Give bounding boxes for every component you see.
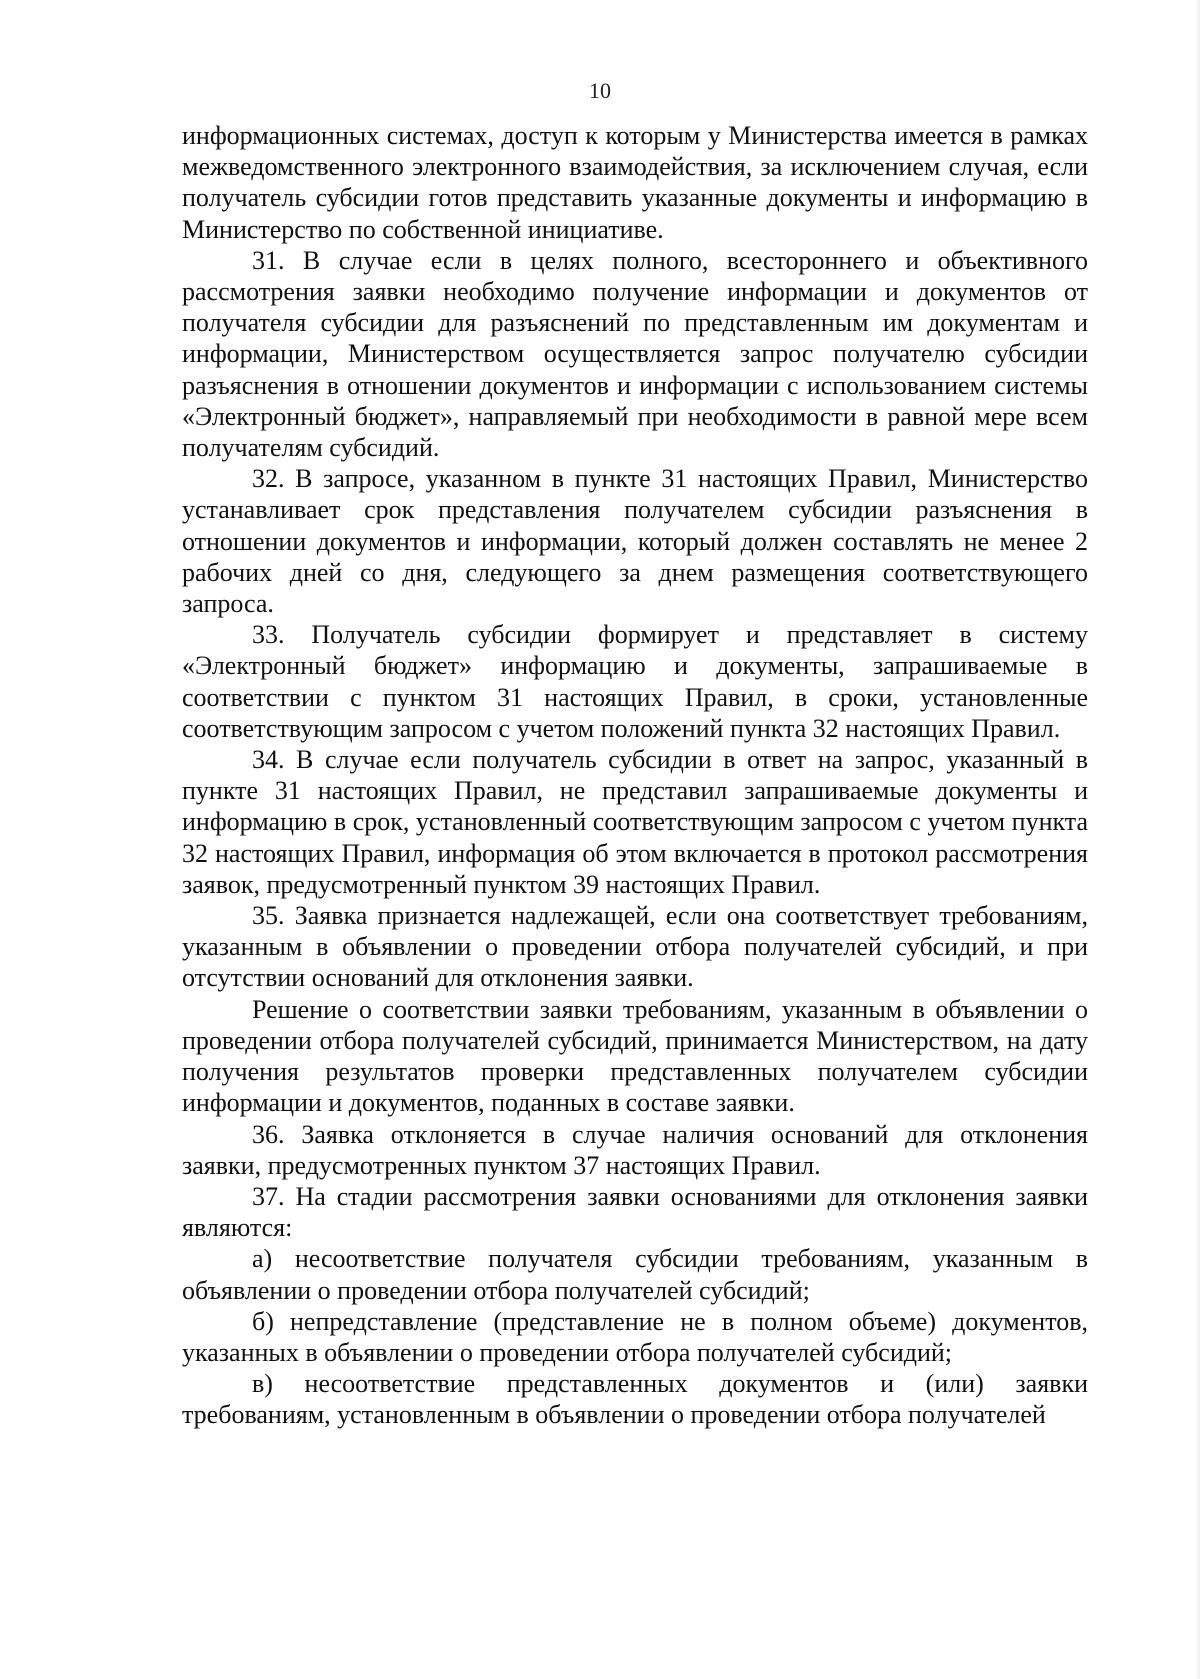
paragraph-continuation: информационных системах, доступ к которым у Министерства имеется в рамках межведомственного электронного взаимодействия, за исключением случая, если получатель субсидии готов представить указанные документы и информацию в Министерство по собственной инициативе.: [182, 121, 1088, 244]
paragraph-34: 34. В случае если получатель субсидии в ответ на запрос, указанный в пункте 31 настоящих Правил, не представил запрашиваемые документы и информацию в срок, установленный соответствующим запросом с учетом пункта 32 настоящих Правил, информация об этом включается в протокол рассмотрения заявок, предусмотренный пунктом 39 настоящих Правил.: [182, 745, 1088, 899]
paragraph-37: 37. На стадии рассмотрения заявки основаниями для отклонения заявки являются:: [182, 1181, 1088, 1243]
list-item-a: а) несоответствие получателя субсидии требованиям, указанным в объявлении о проведении отбора получателей субсидий;: [182, 1244, 1088, 1305]
paragraph-32: 32. В запросе, указанном в пункте 31 настоящих Правил, Министерство устанавливает срок представления получателем субсидии разъяснения в отношении документов и информации, который должен составлять не менее 2 рабочих дней со дня, следующего за днем размещения соответствующего запроса.: [182, 464, 1088, 619]
paragraph-36: 36. Заявка отклоняется в случае наличия оснований для отклонения заявки, предусмотренных пунктом 37 настоящих Правил.: [182, 1119, 1088, 1180]
document-body: [182, 120, 1088, 1431]
paragraph-33: 33. Получатель субсидии формирует и представляет в систему «Электронный бюджет» информацию и документы, запрашиваемые в соответствии с пунктом 31 настоящих Правил, в сроки, установленные соответствующим запросом с учетом положений пункта 32 настоящих Правил.: [182, 620, 1088, 743]
list-item-b: б) непредставление (представление не в полном объеме) документов, указанных в объявлении о проведении отбора получателей субсидий;: [182, 1306, 1088, 1367]
paragraph-35: 35. Заявка признается надлежащей, если она соответствует требованиям, указанным в объявлении о проведении отбора получателей субсидий, и при отсутствии оснований для отклонения заявки.: [182, 901, 1088, 993]
paragraph-31: 31. В случае если в целях полного, всестороннего и объективного рассмотрения заявки необходимо получение информации и документов от получателя субсидии для разъяснений по представленным им документам и информации, Министерством осуществляется запрос получателю субсидии разъяснения в отношении документов и информации с использованием системы «Электронный бюджет», направляемый при необходимости в равной мере всем получателям субсидий.: [182, 245, 1088, 463]
list-item-v: в) несоответствие представленных документов и (или) заявки требованиям, установленным в объявлении о проведении отбора получателей: [182, 1369, 1088, 1430]
paragraph-35-decision: Решение о соответствии заявки требованиям, указанным в объявлении о проведении отбора получателей субсидий, принимается Министерством, на дату получения результатов проверки представленных получателем субсидии информации и документов, поданных в составе заявки.: [182, 994, 1088, 1118]
page-number: 10: [589, 78, 611, 103]
